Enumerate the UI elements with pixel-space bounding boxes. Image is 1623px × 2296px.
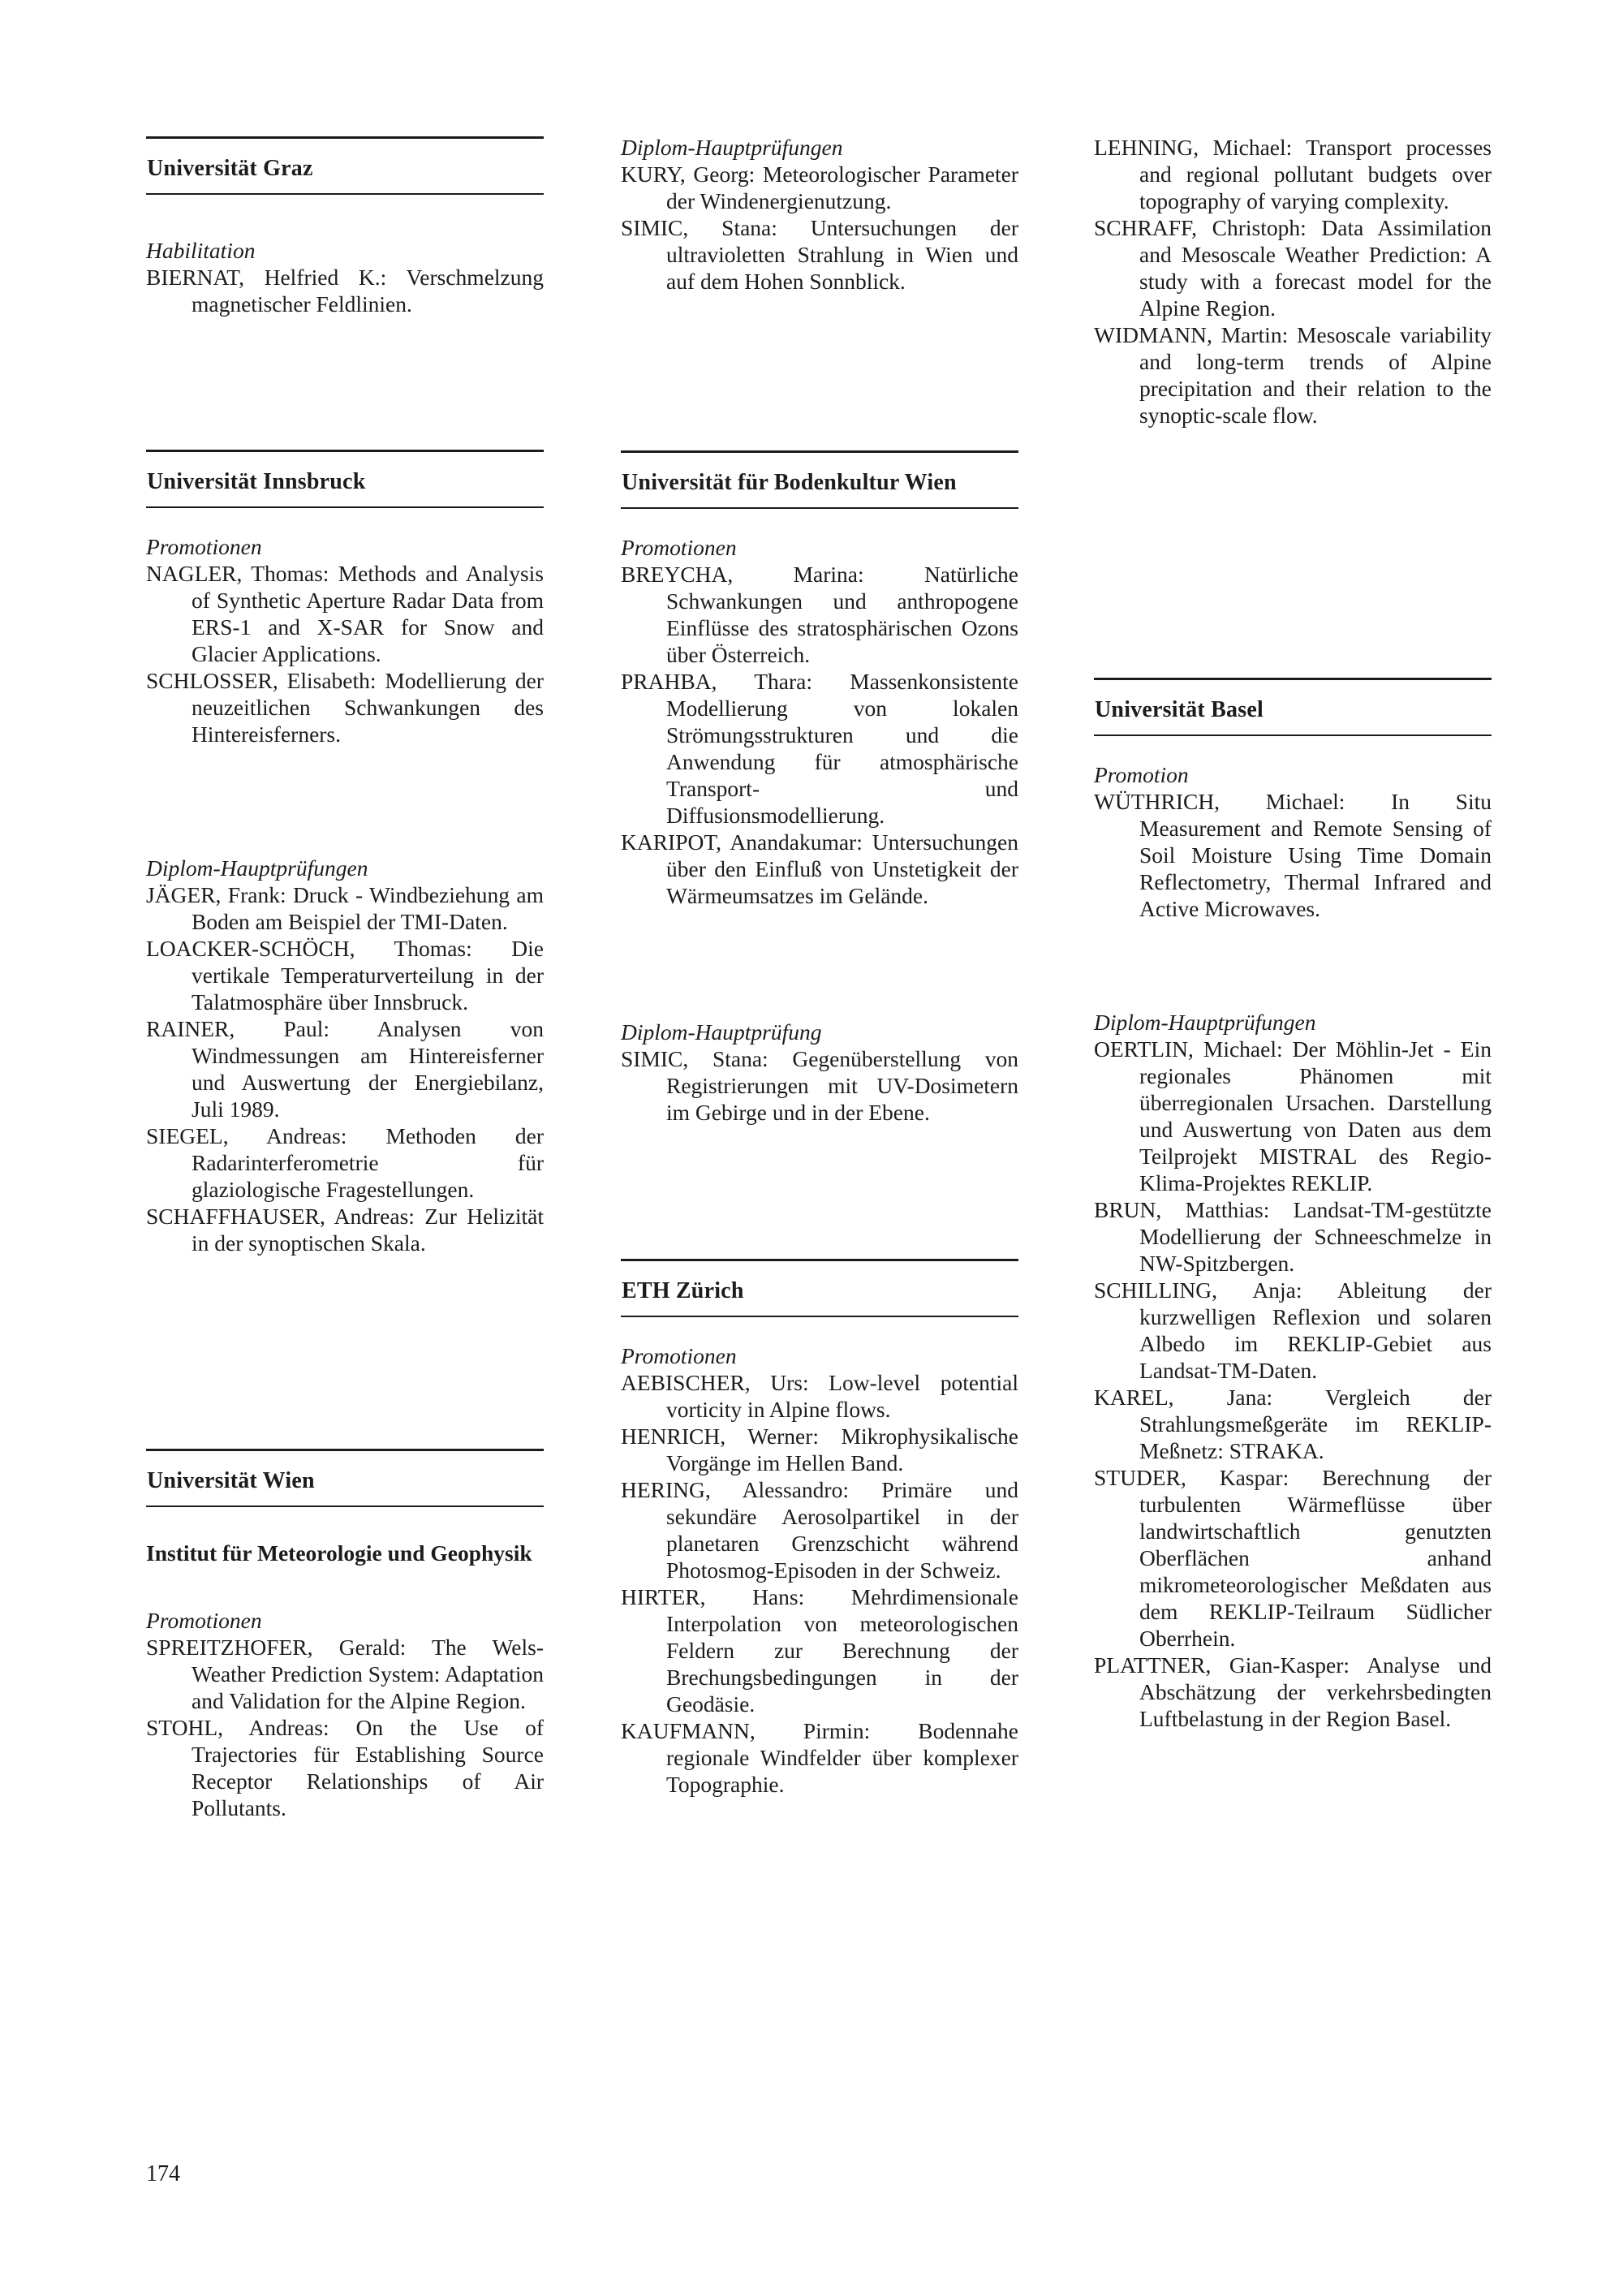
entry-stohl: STOHL, Andreas: On the Use of Trajectories für Establishing Source Receptor Relationships of Air Pollutants. xyxy=(146,1715,544,1820)
entry-schraff: SCHRAFF, Christoph: Data Assimilation and Mesoscale Weather Prediction: A study with a forecast model for the Alpine Region. xyxy=(1094,215,1492,321)
subhead-promotionen-bodenkultur: Promotionen xyxy=(621,535,737,560)
entry-schaffhauser: SCHAFFHAUSER, Andreas: Zur Helizität in der synoptischen Skala. xyxy=(146,1204,544,1256)
subhead-diplom-basel: Diplom-Hauptprüfungen xyxy=(1094,1010,1316,1035)
entry-schilling: SCHILLING, Anja: Ableitung der kurzwelligen Reflexion und solaren Albedo im REKLIP-Gebiet aus Landsat-TM-Daten. xyxy=(1094,1277,1492,1383)
section-header-graz: Universität Graz xyxy=(146,136,544,195)
subhead-promotionen-eth: Promotionen xyxy=(621,1343,737,1368)
column-2 xyxy=(621,0,1018,1798)
subhead-promotionen-wien: Promotionen xyxy=(146,1608,262,1633)
entry-breycha: BREYCHA, Marina: Natürliche Schwankungen und anthropogene Einflüsse des stratosphärischen Ozons über Österreich. xyxy=(621,562,1018,667)
entry-widmann: WIDMANN, Martin: Mesoscale variability and long-term trends of Alpine precipitation and their relation to the synoptic-scale flow. xyxy=(1094,322,1492,428)
entry-plattner: PLATTNER, Gian-Kasper: Analyse und Abschätzung der verkehrsbedingten Luftbelastung in der Region Basel. xyxy=(1094,1652,1492,1731)
section-header-innsbruck: Universität Innsbruck xyxy=(146,450,544,508)
entry-karipot: KARIPOT, Anandakumar: Untersuchungen über den Einfluß von Unstetigkeit der Wärmeumsatzes im Gelände. xyxy=(621,829,1018,908)
entry-wuethrich: WÜTHRICH, Michael: In Situ Measurement and Remote Sensing of Soil Moisture Using Time Domain Reflectometry, Thermal Infrared and Active Microwaves. xyxy=(1094,789,1492,921)
subhead-promotionen-innsbruck: Promotionen xyxy=(146,534,262,559)
subhead-diplom-wien: Diplom-Hauptprüfungen xyxy=(621,135,843,160)
entry-simic-wien: SIMIC, Stana: Untersuchungen der ultravioletten Strahlung in Wien und auf dem Hohen Sonnblick. xyxy=(621,215,1018,294)
entry-kury: KURY, Georg: Meteorologischer Parameter der Windenergienutzung. xyxy=(621,162,1018,213)
entry-nagler: NAGLER, Thomas: Methods and Analysis of Synthetic Aperture Radar Data from ERS-1 and X-SAR for Snow and Glacier Applications. xyxy=(146,561,544,666)
entry-spreitzhofer: SPREITZHOFER, Gerald: The Wels-Weather Prediction System: Adaptation and Validation for the Alpine Region. xyxy=(146,1635,544,1713)
page-number: 174 xyxy=(146,2161,180,2186)
entry-schlosser: SCHLOSSER, Elisabeth: Modellierung der neuzeitlichen Schwankungen des Hintereisferners. xyxy=(146,668,544,747)
subhead-wien-institut: Institut für Meteorologie und Geophysik xyxy=(146,1540,532,1566)
subhead-promotion-basel: Promotion xyxy=(1094,762,1189,787)
subhead-habilitation: Habilitation xyxy=(146,238,256,263)
entry-kaufmann: KAUFMANN, Pirmin: Bodennahe regionale Windfelder über komplexer Topographie. xyxy=(621,1718,1018,1797)
entry-brun: BRUN, Matthias: Landsat-TM-gestützte Modellierung der Schneeschmelze in NW-Spitzbergen. xyxy=(1094,1197,1492,1276)
section-header-basel: Universität Basel xyxy=(1094,678,1492,736)
entry-simic-bodenkultur: SIMIC, Stana: Gegenüberstellung von Registrierungen mit UV-Dosimetern im Gebirge und in der Ebene. xyxy=(621,1046,1018,1125)
entry-siegel: SIEGEL, Andreas: Methoden der Radarinterferometrie für glaziologische Fragestellungen. xyxy=(146,1123,544,1202)
entry-henrich: HENRICH, Werner: Mikrophysikalische Vorgänge im Hellen Band. xyxy=(621,1424,1018,1475)
section-header-bodenkultur: Universität für Bodenkultur Wien xyxy=(621,450,1018,509)
column-3 xyxy=(1094,0,1492,1732)
column-1 xyxy=(146,0,544,1821)
entry-jaeger: JÄGER, Frank: Druck - Windbeziehung am Boden am Beispiel der TMI-Daten. xyxy=(146,882,544,934)
subhead-diplom-bodenkultur: Diplom-Hauptprüfung xyxy=(621,1019,822,1045)
entry-aebischer: AEBISCHER, Urs: Low-level potential vorticity in Alpine flows. xyxy=(621,1370,1018,1422)
entry-rainer: RAINER, Paul: Analysen von Windmessungen am Hintereisferner und Auswertung der Energiebilanz, Juli 1989. xyxy=(146,1016,544,1122)
entry-karel: KAREL, Jana: Vergleich der Strahlungsmeßgeräte im REKLIP-Meßnetz: STRAKA. xyxy=(1094,1385,1492,1463)
entry-biernat: BIERNAT, Helfried K.: Verschmelzung magnetischer Feldlinien. xyxy=(146,265,544,317)
entry-lehning: LEHNING, Michael: Transport processes and regional pollutant budgets over topography of varying complexity. xyxy=(1094,135,1492,213)
entry-hering: HERING, Alessandro: Primäre und sekundäre Aerosolpartikel in der planetaren Grenzschicht während Photosmog-Episoden in der Schweiz. xyxy=(621,1477,1018,1583)
subhead-diplom-innsbruck: Diplom-Hauptprüfungen xyxy=(146,855,368,881)
entry-loacker-schoech: LOACKER-SCHÖCH, Thomas: Die vertikale Temperaturverteilung in der Talatmosphäre über Innsbruck. xyxy=(146,936,544,1014)
entry-studer: STUDER, Kaspar: Berechnung der turbulenten Wärmeflüsse über landwirtschaftlich genutzten Oberflächen anhand mikrometeorologischer Meßdaten aus dem REKLIP-Teilraum Südlicher Oberrhein. xyxy=(1094,1465,1492,1651)
entry-oertlin: OERTLIN, Michael: Der Möhlin-Jet - Ein regionales Phänomen mit überregionalen Ursachen. Darstellung und Auswertung von Daten aus dem Teilprojekt MISTRAL des Regio-Klima-Projektes REKLIP. xyxy=(1094,1036,1492,1195)
entry-prahba: PRAHBA, Thara: Massenkonsistente Modellierung von lokalen Strömungsstrukturen und die Anwendung für atmosphärische Transport- und Diffusionsmodellierung. xyxy=(621,669,1018,828)
entry-hirter: HIRTER, Hans: Mehrdimensionale Interpolation von meteorologischen Feldern zur Berechnung der Brechungsbedingungen in der Geodäsie. xyxy=(621,1584,1018,1717)
section-header-wien: Universität Wien xyxy=(146,1449,544,1507)
section-header-eth: ETH Zürich xyxy=(621,1259,1018,1317)
